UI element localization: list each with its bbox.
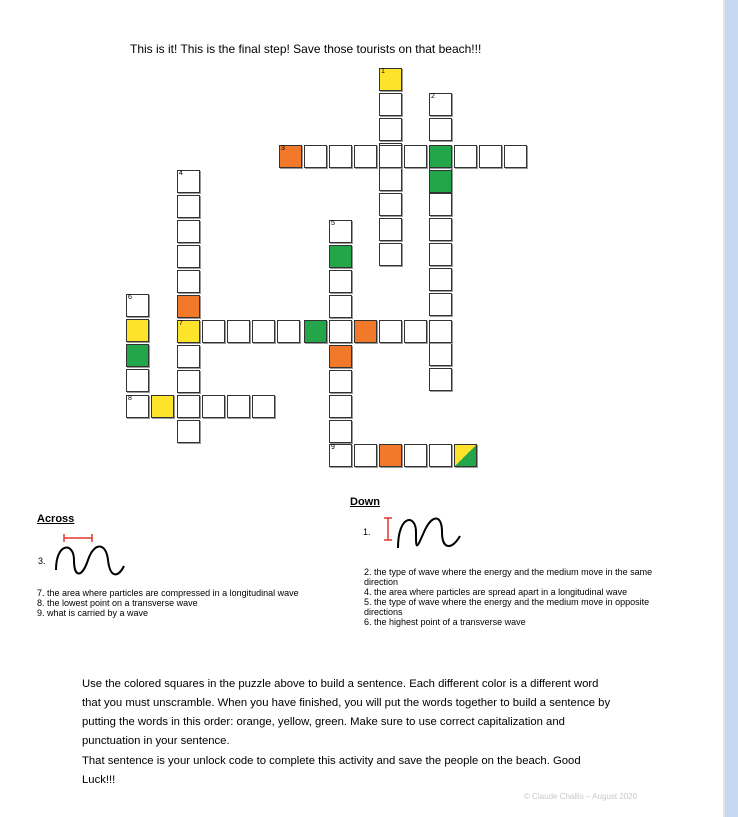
- cell[interactable]: [126, 294, 149, 317]
- cell[interactable]: [126, 344, 149, 367]
- instructions-paragraph-1: Use the colored squares in the puzzle above to build a sentence. Each different color is a different word that you must unscramble. When you have finished, you will put the words together to build a sentence by putting the words in this order: orange, yellow, green. Make sure to use correct capitalization and punctuation in your sentence.: [82, 678, 611, 747]
- cell[interactable]: [379, 444, 402, 467]
- cell[interactable]: [379, 193, 402, 216]
- clue-down-6: 6. the highest point of a transverse wave: [364, 617, 526, 627]
- cell[interactable]: [177, 370, 200, 393]
- clue-number: 1: [381, 68, 385, 75]
- clue-number: 5: [331, 220, 335, 227]
- clue-down-5: 5. the type of wave where the energy and the medium move in opposite directions: [364, 597, 650, 617]
- down-clues: [364, 567, 684, 627]
- cell[interactable]: [479, 145, 502, 168]
- cell[interactable]: [429, 268, 452, 291]
- cell[interactable]: [404, 145, 427, 168]
- amplitude-diagram: [380, 514, 468, 554]
- cell[interactable]: [429, 293, 452, 316]
- cell[interactable]: [252, 320, 275, 343]
- cell[interactable]: [429, 145, 452, 168]
- cell[interactable]: [379, 68, 402, 91]
- cell[interactable]: [379, 168, 402, 191]
- cell[interactable]: [429, 118, 452, 141]
- clue-across-8: 8. the lowest point on a transverse wave: [37, 598, 198, 608]
- clue-number: 4: [179, 170, 183, 177]
- cell[interactable]: [177, 295, 200, 318]
- cell[interactable]: [429, 444, 452, 467]
- cell[interactable]: [504, 145, 527, 168]
- cell[interactable]: [177, 420, 200, 443]
- cell[interactable]: [429, 343, 452, 366]
- clue-across-7: 7. the area where particles are compressed in a longitudinal wave: [37, 588, 299, 598]
- cell[interactable]: [454, 444, 477, 467]
- cell[interactable]: [329, 395, 352, 418]
- clue-down-2: 2. the type of wave where the energy and the medium move in the same direction: [364, 567, 653, 587]
- cell[interactable]: [429, 218, 452, 241]
- cell[interactable]: [429, 193, 452, 216]
- cell[interactable]: [379, 93, 402, 116]
- page-title: This is it! This is the final step! Save those tourists on that beach!!!: [130, 42, 482, 56]
- down-1-label: 1.: [363, 527, 371, 537]
- clue-number: 7: [179, 320, 183, 327]
- cell[interactable]: [379, 118, 402, 141]
- down-heading: Down: [350, 496, 380, 508]
- cell[interactable]: [354, 145, 377, 168]
- wavelength-diagram: [52, 532, 132, 580]
- cell[interactable]: [227, 320, 250, 343]
- cell[interactable]: [202, 395, 225, 418]
- cell[interactable]: [379, 218, 402, 241]
- clue-number: 9: [331, 444, 335, 451]
- cell[interactable]: [304, 320, 327, 343]
- cell[interactable]: [329, 270, 352, 293]
- cell[interactable]: [379, 320, 402, 343]
- cell[interactable]: [429, 170, 452, 193]
- clue-number: 3: [281, 145, 285, 152]
- cell[interactable]: [329, 220, 352, 243]
- cell[interactable]: [379, 145, 402, 168]
- cell[interactable]: [177, 170, 200, 193]
- cell[interactable]: [329, 420, 352, 443]
- cell[interactable]: [177, 220, 200, 243]
- cell[interactable]: [304, 145, 327, 168]
- across-clues: [37, 588, 337, 618]
- cell[interactable]: [329, 370, 352, 393]
- cell[interactable]: [329, 295, 352, 318]
- cell[interactable]: [177, 245, 200, 268]
- cell[interactable]: [429, 93, 452, 116]
- cell[interactable]: [279, 145, 302, 168]
- cell[interactable]: [379, 243, 402, 266]
- cell[interactable]: [177, 345, 200, 368]
- cell[interactable]: [227, 395, 250, 418]
- cell[interactable]: [329, 145, 352, 168]
- cell[interactable]: [429, 368, 452, 391]
- cell[interactable]: [404, 444, 427, 467]
- cell[interactable]: [329, 245, 352, 268]
- cell[interactable]: [202, 320, 225, 343]
- cell[interactable]: [151, 395, 174, 418]
- cell[interactable]: [429, 320, 452, 343]
- across-heading: Across: [37, 513, 75, 525]
- across-3-label: 3.: [38, 556, 46, 566]
- cell[interactable]: [454, 145, 477, 168]
- cell[interactable]: [177, 195, 200, 218]
- clue-down-4: 4. the area where particles are spread apart in a longitudinal wave: [364, 587, 628, 597]
- cell[interactable]: [404, 320, 427, 343]
- copyright-footer: © Claude Challis – August 2020: [524, 792, 638, 801]
- cell[interactable]: [177, 320, 200, 343]
- cell[interactable]: [126, 395, 149, 418]
- cell[interactable]: [177, 270, 200, 293]
- clue-across-9: 9. what is carried by a wave: [37, 608, 149, 618]
- cell[interactable]: [277, 320, 300, 343]
- cell[interactable]: [252, 395, 275, 418]
- cell[interactable]: [177, 395, 200, 418]
- cell[interactable]: [126, 369, 149, 392]
- cell[interactable]: [354, 320, 377, 343]
- clue-number: 6: [128, 294, 132, 301]
- clue-number: 8: [128, 395, 132, 402]
- clue-number: 2: [431, 93, 435, 100]
- cell[interactable]: [329, 345, 352, 368]
- cell[interactable]: [329, 444, 352, 467]
- cell[interactable]: [429, 243, 452, 266]
- cell[interactable]: [329, 320, 352, 343]
- cell[interactable]: [126, 319, 149, 342]
- instructions-paragraph-2: That sentence is your unlock code to complete this activity and save the people on the beach. Good Luck!!!: [82, 755, 581, 786]
- scroll-sidebar[interactable]: [725, 0, 738, 817]
- cell[interactable]: [354, 444, 377, 467]
